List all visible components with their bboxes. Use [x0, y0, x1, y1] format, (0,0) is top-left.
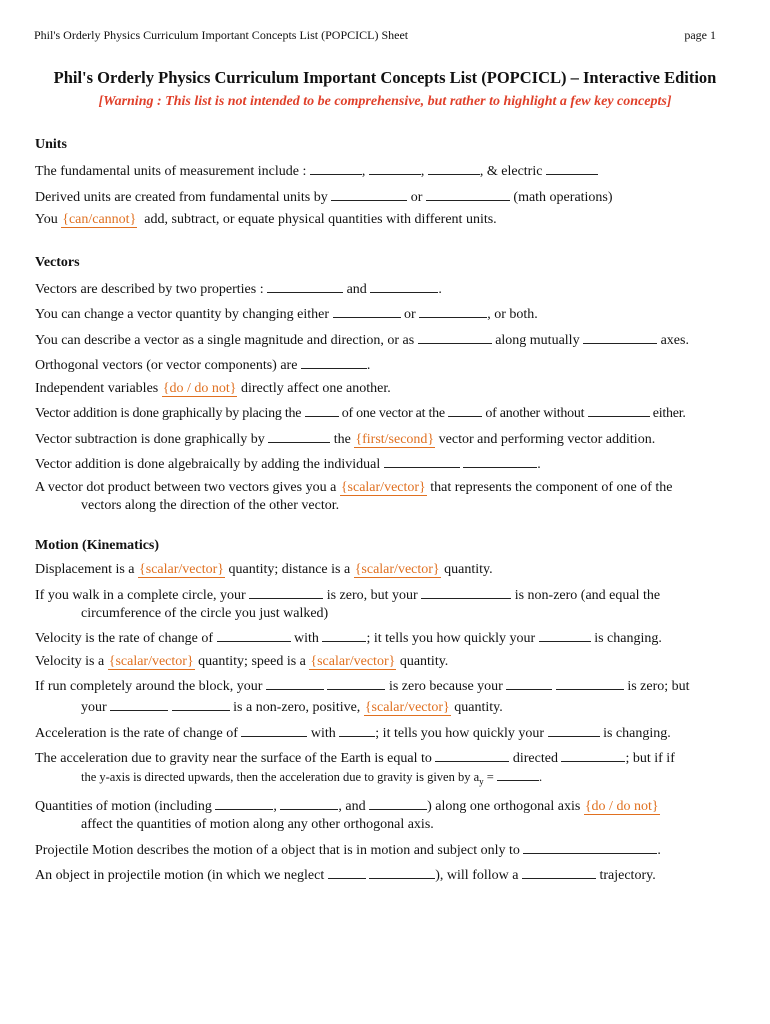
blank-field[interactable]: [305, 402, 339, 417]
blank-field[interactable]: [217, 627, 291, 642]
page-number: page 1: [684, 28, 716, 42]
choice-scalar-vector[interactable]: {scalar/vector}: [354, 562, 440, 577]
blank-field[interactable]: [310, 160, 362, 175]
section-heading-motion: Motion (Kinematics): [35, 538, 160, 553]
motion-line-6: Acceleration is the rate of change of with ; it tells you how quickly your is changing.: [35, 722, 740, 743]
motion-line-4: Velocity is a {scalar/vector} quantity; speed is a {scalar/vector} quantity.: [35, 653, 449, 669]
vectors-line-8: Vector addition is done algebraically by adding the individual .: [35, 453, 740, 474]
blank-field[interactable]: [522, 864, 596, 879]
vectors-line-6: Vector addition is done graphically by placing the of one vector at the of another without either.: [35, 402, 740, 423]
vectors-line-7: Vector subtraction is done graphically by the {first/second} vector and performing vector addition.: [35, 428, 740, 449]
blank-field[interactable]: [463, 453, 537, 468]
vectors-line-2: You can change a vector quantity by changing either or , or both.: [35, 303, 740, 324]
blank-field[interactable]: [266, 675, 324, 690]
blank-field[interactable]: [435, 747, 509, 762]
document-body: [35, 136, 740, 890]
vectors-line-5: Independent variables {do / do not} directly affect one another.: [35, 380, 391, 396]
blank-field[interactable]: [506, 675, 552, 690]
motion-line-8: Quantities of motion (including , , and ) along one orthogonal axis {do / do not} affect the quantities of motion along any other orthogonal axis.: [35, 795, 740, 834]
vectors-line-9: A vector dot product between two vectors gives you a {scalar/vector} that represents the component of one of the vectors along the direction of the other vector.: [35, 479, 673, 513]
blank-field[interactable]: [426, 186, 510, 201]
blank-field[interactable]: [215, 795, 273, 810]
blank-field[interactable]: [322, 627, 366, 642]
blank-field[interactable]: [331, 186, 407, 201]
motion-line-1: Displacement is a {scalar/vector} quantity; distance is a {scalar/vector} quantity.: [35, 562, 493, 577]
blank-field[interactable]: [497, 769, 539, 781]
blank-field[interactable]: [369, 160, 421, 175]
blank-field[interactable]: [339, 722, 375, 737]
choice-scalar-vector[interactable]: {scalar/vector}: [108, 653, 194, 669]
blank-field[interactable]: [249, 584, 323, 599]
blank-field[interactable]: [301, 354, 367, 369]
blank-field[interactable]: [588, 402, 650, 417]
choice-scalar-vector[interactable]: {scalar/vector}: [310, 653, 396, 669]
vectors-line-1: Vectors are described by two properties : and .: [35, 278, 740, 299]
motion-line-7: The acceleration due to gravity near the surface of the Earth is equal to directed ; but if if the y-axis is directed upwards, then the acceleration due to gravity is given by $a_y$ = .: [35, 747, 740, 791]
blank-field[interactable]: [419, 303, 487, 318]
blank-field[interactable]: [421, 584, 511, 599]
blank-field[interactable]: [428, 160, 480, 175]
choice-scalar-vector[interactable]: {scalar/vector}: [364, 700, 450, 715]
section-heading-vectors: Vectors: [35, 254, 80, 270]
blank-field[interactable]: [172, 696, 230, 711]
blank-field[interactable]: [556, 675, 624, 690]
document-title: Phil's Orderly Physics Curriculum Important Concepts List (POPCICL) – Interactive Edition: [53, 68, 717, 87]
section-heading-units: Units: [35, 137, 67, 152]
blank-field[interactable]: [328, 864, 366, 879]
header-title: Phil's Orderly Physics Curriculum Important Concepts List (POPCICL) Sheet: [34, 28, 409, 42]
blank-field[interactable]: [267, 278, 343, 293]
motion-line-2: If you walk in a complete circle, your is zero, but your is non-zero (and equal the circumference of the circle you just walked): [35, 584, 740, 623]
blank-field[interactable]: [241, 722, 307, 737]
units-line-2: Derived units are created from fundamental units by or (math operations): [35, 186, 740, 207]
page-header: [34, 28, 716, 43]
choice-do-do-not[interactable]: {do / do not}: [162, 380, 237, 396]
blank-field[interactable]: [583, 329, 657, 344]
blank-field[interactable]: [546, 160, 598, 175]
blank-field[interactable]: [280, 795, 338, 810]
blank-field[interactable]: [110, 696, 168, 711]
blank-field[interactable]: [384, 453, 460, 468]
spacer: [35, 519, 740, 537]
blank-field[interactable]: [418, 329, 492, 344]
blank-field[interactable]: [539, 627, 591, 642]
blank-field[interactable]: [333, 303, 401, 318]
blank-field[interactable]: [370, 278, 438, 293]
blank-field[interactable]: [327, 675, 385, 690]
warning-note: [Warning : This list is not intended to be comprehensive, but rather to highlight a few key concepts]: [98, 94, 672, 109]
blank-field[interactable]: [369, 795, 427, 810]
motion-line-9: Projectile Motion describes the motion of a object that is in motion and subject only to .: [35, 839, 740, 860]
choice-do-do-not[interactable]: {do / do not}: [584, 799, 659, 814]
blank-field[interactable]: [369, 864, 435, 879]
motion-line-3: Velocity is the rate of change of with ; it tells you how quickly your is changing.: [35, 627, 740, 648]
blank-field[interactable]: [561, 747, 625, 762]
choice-scalar-vector[interactable]: {scalar/vector}: [340, 479, 426, 495]
units-line-1: The fundamental units of measurement include : , , , & electric: [35, 160, 740, 181]
blank-field[interactable]: [268, 428, 330, 443]
motion-line-5: If run completely around the block, your is zero because your is zero; but your is a non-zero, positive, {scalar/vector} quantity.: [35, 675, 740, 717]
vectors-line-4: Orthogonal vectors (or vector components) are .: [35, 354, 740, 375]
blank-field[interactable]: [548, 722, 600, 737]
blank-field[interactable]: [448, 402, 482, 417]
vectors-line-3: You can describe a vector as a single magnitude and direction, or as along mutually axes.: [35, 329, 740, 350]
choice-scalar-vector[interactable]: {scalar/vector}: [139, 562, 224, 577]
blank-field[interactable]: [523, 839, 657, 854]
spacer: [35, 234, 740, 254]
units-line-3: You {can/cannot} add, subtract, or equate physical quantities with different units.: [35, 212, 497, 227]
choice-first-second[interactable]: {first/second}: [355, 431, 435, 447]
choice-can-cannot[interactable]: {can/cannot}: [62, 212, 137, 227]
motion-line-10: An object in projectile motion (in which we neglect ), will follow a trajectory.: [35, 864, 740, 885]
